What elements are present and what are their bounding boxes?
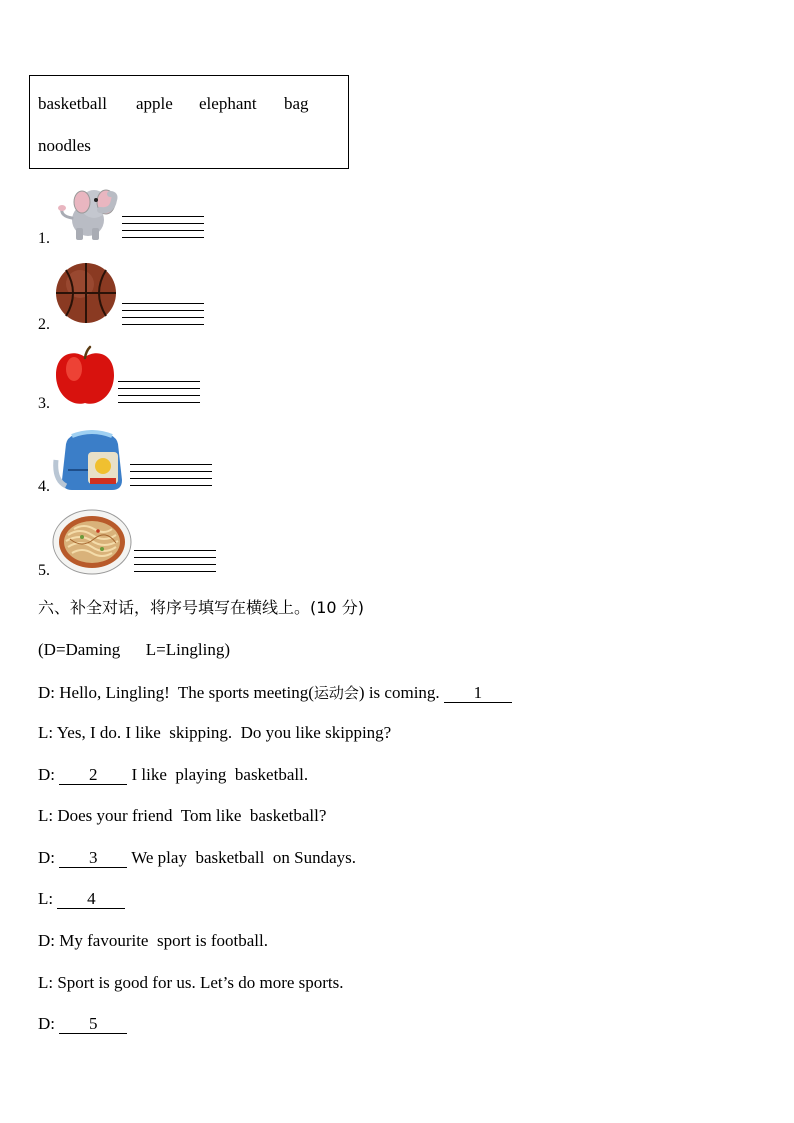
line-text: L:: [38, 889, 58, 908]
line-text: D:: [38, 848, 60, 867]
chinese-gloss: 运动会: [313, 684, 359, 702]
line-text: We play basketball on Sundays.: [127, 848, 356, 867]
answer-blank-3[interactable]: 3: [59, 849, 127, 868]
word-bank-box: [29, 75, 349, 169]
answer-lines: [118, 381, 200, 409]
answer-lines: [122, 303, 204, 331]
word-bag: bag: [284, 94, 309, 113]
dialogue-line-4: L: Does your friend Tom like basketball?: [38, 806, 327, 825]
dialogue-line-5: [38, 848, 356, 868]
basketball-picture: [54, 262, 118, 324]
dialogue-line-7: D: My favourite sport is football.: [38, 931, 268, 950]
word-noodles: noodles: [38, 136, 91, 155]
apple-picture: [54, 345, 116, 409]
dialogue-line-3: [38, 765, 308, 785]
dialogue-line-2: L: Yes, I do. I like skipping. Do you like skipping?: [38, 723, 392, 742]
answer-blank-5[interactable]: 5: [59, 1015, 127, 1034]
dialogue-line-8: L: Sport is good for us. Let’s do more sports.: [38, 973, 344, 992]
answer-lines: [122, 216, 204, 244]
elephant-picture: [54, 182, 120, 244]
line-text: D:: [38, 1014, 60, 1033]
item-number: 3.: [38, 395, 50, 412]
answer-blank-4[interactable]: 4: [57, 890, 125, 909]
dialogue-line-6: [38, 889, 125, 909]
dialogue-line-1: [38, 682, 512, 703]
item-number: 5.: [38, 562, 50, 579]
dialogue-legend: (D=Daming L=Lingling): [38, 640, 230, 659]
answer-blank-2[interactable]: 2: [59, 766, 127, 785]
answer-lines: [130, 464, 212, 492]
word-elephant: elephant: [199, 94, 257, 113]
item-number: 4.: [38, 478, 50, 495]
bag-picture: [52, 430, 130, 492]
line-text: D: Hello, Lingling! The sports meeting(: [38, 683, 314, 702]
word-basketball: basketball: [38, 94, 107, 113]
dialogue-line-9: [38, 1014, 127, 1034]
item-number: 1.: [38, 230, 50, 247]
word-apple: apple: [136, 94, 173, 113]
answer-lines: [134, 550, 216, 578]
line-text: ) is coming.: [358, 683, 444, 702]
section-heading: 六、补全对话，将序号填写在横线上。(10 分): [38, 598, 364, 617]
answer-blank-1[interactable]: 1: [444, 684, 512, 703]
item-number: 2.: [38, 316, 50, 333]
noodles-picture: [52, 509, 132, 575]
line-text: I like playing basketball.: [127, 765, 309, 784]
line-text: D:: [38, 765, 60, 784]
